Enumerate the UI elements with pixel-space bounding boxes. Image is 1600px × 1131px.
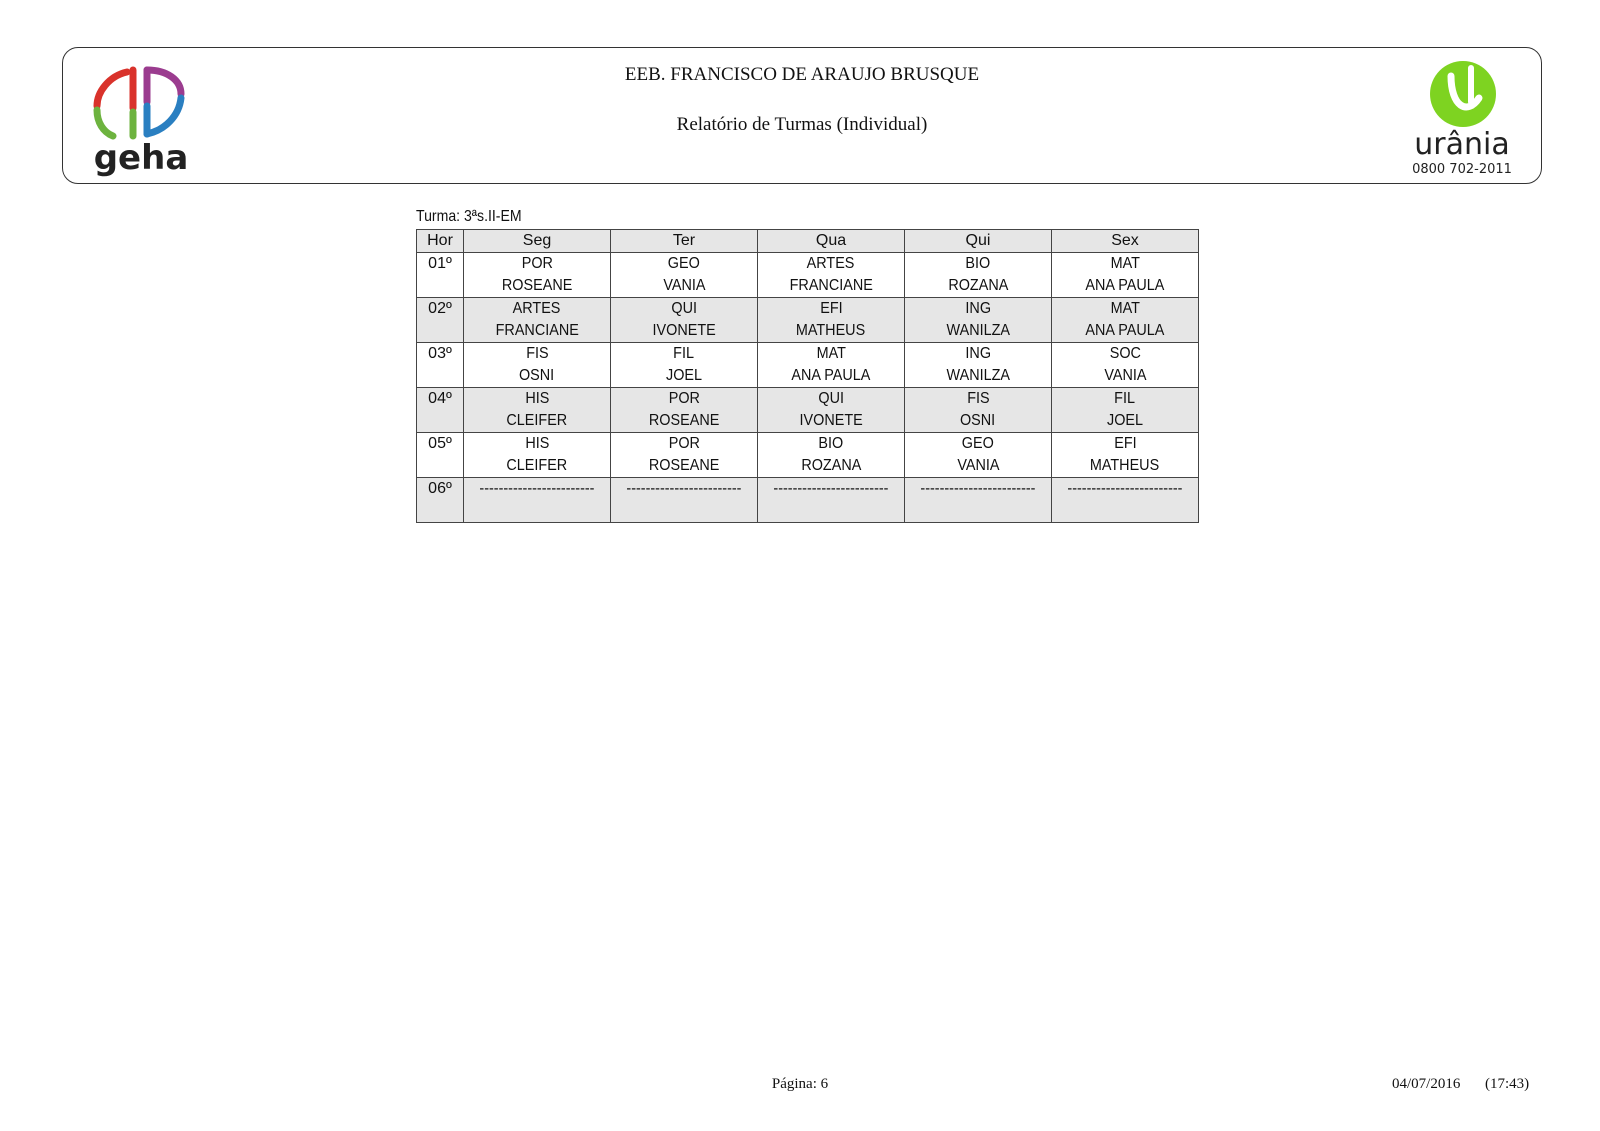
page-number: Página: 6 [771,1076,829,1092]
schedule-cell [758,388,905,433]
svg-text:geha: geha [93,138,189,178]
schedule-cell [611,298,758,343]
subject-code: HIS [524,435,549,452]
table-row [417,388,1199,433]
teacher-name: CLEIFER [506,457,568,474]
teacher-name: ANA PAULA [791,367,871,384]
subject-code: HIS [524,390,549,407]
subject-code: ------------------------ [1067,480,1183,497]
subject-code: ------------------------ [920,480,1036,497]
report-title: Relatório de Turmas (Individual) [676,114,928,135]
schedule-cell [1052,298,1199,343]
schedule-cell [905,478,1052,523]
svg-text:0800 702-2011: 0800 702-2011 [1412,162,1512,177]
column-header-hor: Hor [417,230,464,253]
schedule-cell [905,253,1052,298]
subject-code: GEO [667,255,701,272]
teacher-name: JOEL [1106,412,1143,429]
schedule-cell [758,478,905,523]
table-row [417,478,1199,523]
report-header [62,47,1542,184]
column-header-qua: Qua [758,230,905,253]
table-row [417,253,1199,298]
teacher-name: CLEIFER [506,412,568,429]
subject-code: POR [668,435,700,452]
column-header-qui: Qui [905,230,1052,253]
teacher-name: MATHEUS [796,322,866,339]
subject-code: QUI [818,390,844,407]
schedule-cell [1052,343,1199,388]
teacher-name: FRANCIANE [789,277,873,294]
subject-code: ING [965,300,991,317]
schedule-cell [758,343,905,388]
teacher-name: ROSEANE [648,457,720,474]
subject-code: ARTES [513,300,561,317]
subject-code: SOC [1109,345,1141,362]
subject-code: MAT [816,345,846,362]
schedule-cell [905,298,1052,343]
subject-code: EFI [819,300,843,317]
subject-code: FIS [966,390,990,407]
schedule-cell [611,343,758,388]
schedule-cell [464,433,611,478]
column-header-seg: Seg [464,230,611,253]
period-label: 05º [417,433,464,478]
period-label: 06º [417,478,464,523]
schedule-cell [905,433,1052,478]
schedule-cell [905,343,1052,388]
subject-code: ING [965,345,991,362]
subject-code: ------------------------ [626,480,742,497]
teacher-name: IVONETE [652,322,716,339]
subject-code: FIL [673,345,695,362]
teacher-name: ROZANA [800,457,861,474]
print-time: (17:43) [1485,1076,1530,1092]
table-row [417,343,1199,388]
schedule-cell [758,433,905,478]
period-label: 01º [417,253,464,298]
school-name: EEB. FRANCISCO DE ARAUJO BRUSQUE [624,64,980,85]
schedule-cell [464,343,611,388]
subject-code: ------------------------ [773,480,889,497]
period-label: 04º [417,388,464,433]
teacher-name: ROSEANE [648,412,720,429]
period-label: 02º [417,298,464,343]
teacher-name: WANILZA [946,322,1010,339]
subject-code: EFI [1113,435,1137,452]
teacher-name: JOEL [665,367,702,384]
subject-code: QUI [671,300,697,317]
teacher-name: MATHEUS [1090,457,1160,474]
teacher-name: ANA PAULA [1085,277,1165,294]
period-label: 03º [417,343,464,388]
schedule-cell [464,388,611,433]
subject-code: BIO [965,255,991,272]
subject-code: ------------------------ [479,480,595,497]
schedule-cell [1052,253,1199,298]
schedule-header-row [417,230,1199,253]
schedule-cell [1052,478,1199,523]
teacher-name: ROSEANE [501,277,573,294]
teacher-name: ROZANA [947,277,1008,294]
teacher-name: ANA PAULA [1085,322,1165,339]
table-row [417,433,1199,478]
subject-code: POR [521,255,553,272]
schedule-cell [1052,433,1199,478]
teacher-name: VANIA [1103,367,1147,384]
subject-code: POR [668,390,700,407]
teacher-name: VANIA [956,457,1000,474]
teacher-name: VANIA [662,277,706,294]
urania-logo [1397,58,1527,178]
schedule-cell [464,298,611,343]
column-header-ter: Ter [611,230,758,253]
subject-code: MAT [1110,300,1140,317]
schedule-cell [464,478,611,523]
schedule-cell [1052,388,1199,433]
schedule-cell [758,298,905,343]
schedule-cell [611,433,758,478]
turma-label: Turma: 3ªs.II-EM [416,208,522,225]
subject-code: GEO [961,435,995,452]
teacher-name: OSNI [960,412,996,429]
teacher-name: IVONETE [799,412,863,429]
subject-code: FIS [525,345,549,362]
schedule-table [416,229,1199,523]
print-date: 04/07/2016 [1392,1076,1461,1092]
schedule-cell [611,478,758,523]
teacher-name: WANILZA [946,367,1010,384]
schedule-cell [611,388,758,433]
teacher-name: OSNI [519,367,555,384]
teacher-name: FRANCIANE [495,322,579,339]
subject-code: ARTES [807,255,855,272]
column-header-sex: Sex [1052,230,1199,253]
schedule-cell [758,253,905,298]
subject-code: MAT [1110,255,1140,272]
schedule-cell [905,388,1052,433]
svg-text:urânia: urânia [1414,127,1510,162]
subject-code: BIO [818,435,844,452]
subject-code: FIL [1114,390,1136,407]
schedule-cell [464,253,611,298]
table-row [417,298,1199,343]
schedule-cell [611,253,758,298]
